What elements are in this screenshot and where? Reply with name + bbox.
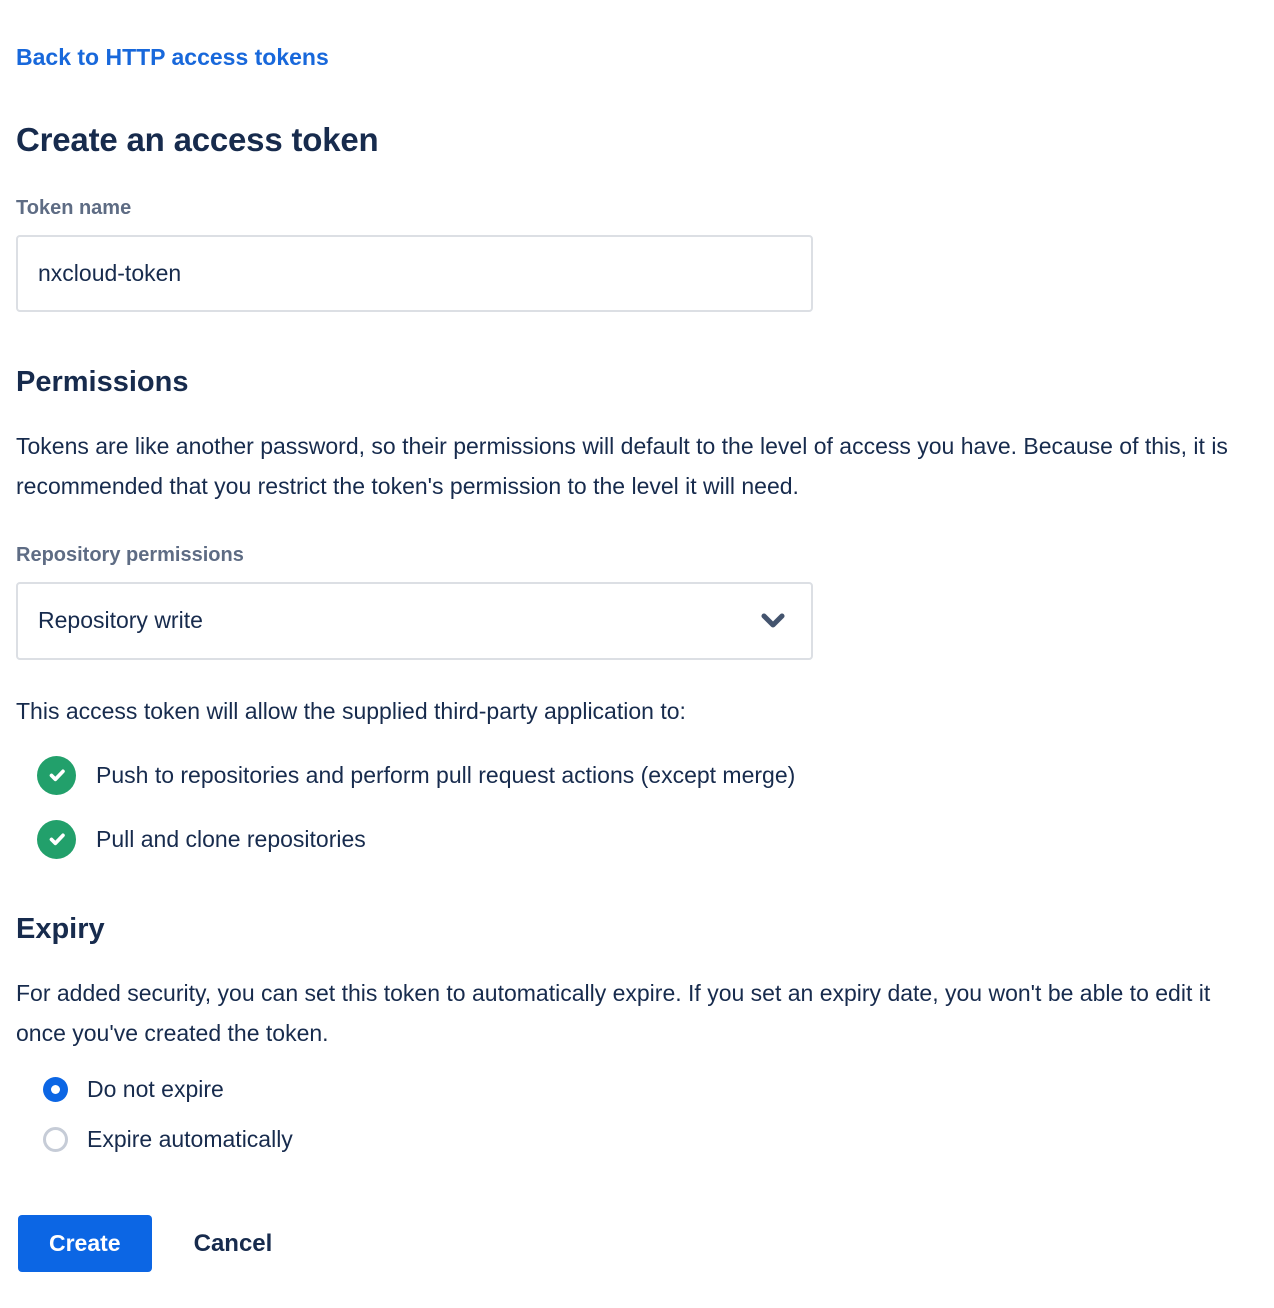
permissions-heading: Permissions <box>16 365 189 398</box>
expiry-description: For added security, you can set this token to automatically expire. If you set an expiry date, you won't be able to edit it once you've created the token. <box>16 980 1211 1047</box>
capability-label: Pull and clone repositories <box>96 825 366 852</box>
radio-option-do-not-expire[interactable] <box>43 1076 1258 1103</box>
token-name-label: Token name <box>16 196 132 219</box>
token-name-input[interactable] <box>16 235 813 312</box>
capability-item <box>37 756 1258 795</box>
back-to-http-access-tokens-link[interactable]: Back to HTTP access tokens <box>16 44 329 70</box>
radio-label-do-not-expire: Do not expire <box>87 1076 224 1103</box>
permissions-description: Tokens are like another password, so their permissions will default to the level of access you have. Because of this, it is recommended that you restrict the token's permission to the level it will need. <box>16 432 1228 499</box>
check-circle-icon <box>37 820 76 859</box>
capability-label: Push to repositories and perform pull request actions (except merge) <box>96 761 796 788</box>
chevron-down-icon <box>761 613 785 628</box>
capability-item <box>37 820 1258 859</box>
expiry-heading: Expiry <box>16 912 105 945</box>
repository-permissions-selected-value: Repository write <box>38 607 203 634</box>
radio-unselected-icon[interactable] <box>43 1127 68 1152</box>
create-button[interactable]: Create <box>18 1215 152 1272</box>
repository-permissions-label: Repository permissions <box>16 543 244 566</box>
page-title: Create an access token <box>16 120 379 158</box>
radio-label-expire-automatically: Expire automatically <box>87 1126 293 1153</box>
radio-selected-icon[interactable] <box>43 1077 68 1102</box>
check-circle-icon <box>37 756 76 795</box>
radio-option-expire-automatically[interactable] <box>43 1126 1258 1153</box>
form-actions <box>16 1215 1258 1272</box>
allow-intro-text: This access token will allow the supplied third-party application to: <box>16 697 686 724</box>
repository-permissions-select[interactable] <box>16 582 813 660</box>
cancel-button[interactable]: Cancel <box>172 1215 295 1272</box>
